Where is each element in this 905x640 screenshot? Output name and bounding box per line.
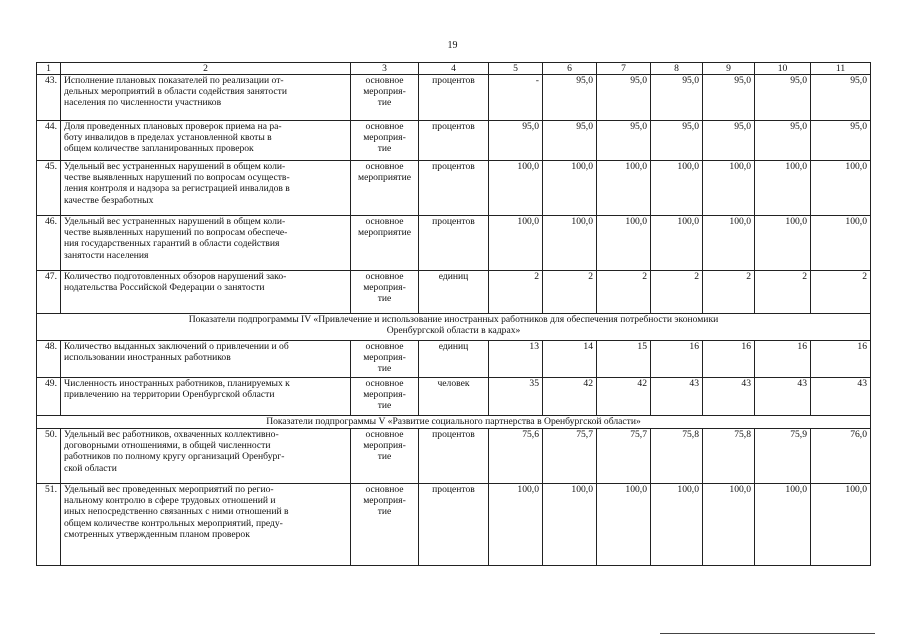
event-type: основное мероприя- тие	[351, 429, 419, 484]
column-number-cell: 8	[651, 63, 703, 75]
column-number-cell: 5	[489, 63, 543, 75]
value-cell: 95,0	[651, 121, 703, 161]
section-header-row	[37, 314, 871, 341]
table-row	[37, 341, 871, 378]
unit-of-measure: единиц	[419, 341, 489, 378]
table-row	[37, 429, 871, 484]
value-cell: 2	[651, 271, 703, 314]
row-number: 50.	[37, 429, 61, 484]
value-cell: 100,0	[703, 161, 755, 216]
row-number: 46.	[37, 216, 61, 271]
value-cell: 15	[597, 341, 651, 378]
value-cell: 75,7	[597, 429, 651, 484]
indicator-name: Доля проведенных плановых проверок приема на ра- боту инвалидов в пределах установленной квоты в общем количестве запланированных проверок	[61, 121, 351, 161]
section-header-cell	[37, 314, 871, 341]
unit-of-measure: процентов	[419, 75, 489, 121]
value-cell: 95,0	[543, 121, 597, 161]
value-cell: 95,0	[755, 121, 811, 161]
unit-of-measure: процентов	[419, 121, 489, 161]
table-row	[37, 271, 871, 314]
event-type: основное мероприятие	[351, 161, 419, 216]
value-cell: 100,0	[489, 216, 543, 271]
column-number-cell: 7	[597, 63, 651, 75]
value-cell: 100,0	[489, 161, 543, 216]
value-cell: 95,0	[651, 75, 703, 121]
value-cell: 100,0	[811, 216, 871, 271]
value-cell: 100,0	[543, 161, 597, 216]
row-number: 43.	[37, 75, 61, 121]
value-cell: 100,0	[597, 161, 651, 216]
value-cell: 100,0	[651, 216, 703, 271]
value-cell: 75,8	[651, 429, 703, 484]
value-cell: 2	[597, 271, 651, 314]
row-number: 48.	[37, 341, 61, 378]
column-number-cell: 2	[61, 63, 351, 75]
value-cell: 100,0	[703, 484, 755, 566]
indicator-name: Исполнение плановых показателей по реализации от- дельных мероприятий в области содействия занятости населения по численности участников	[61, 75, 351, 121]
column-number-cell: 11	[811, 63, 871, 75]
value-cell: 95,0	[489, 121, 543, 161]
indicator-name: Удельный вес работников, охваченных коллективно- договорными отношениями, в общей численности работников по полному кругу организаций Оренбург- ской области	[61, 429, 351, 484]
value-cell: 43	[651, 378, 703, 416]
unit-of-measure: процентов	[419, 161, 489, 216]
column-number-cell: 1	[37, 63, 61, 75]
section-header-row	[37, 416, 871, 429]
value-cell: 95,0	[543, 75, 597, 121]
value-cell: 100,0	[651, 484, 703, 566]
indicator-name: Количество подготовленных обзоров нарушений зако- нодательства Российской Федерации о занятости	[61, 271, 351, 314]
value-cell: 35	[489, 378, 543, 416]
value-cell: 100,0	[811, 161, 871, 216]
row-number: 44.	[37, 121, 61, 161]
column-number-cell: 10	[755, 63, 811, 75]
section-header-cell	[37, 416, 871, 429]
row-number: 47.	[37, 271, 61, 314]
value-cell: 16	[651, 341, 703, 378]
event-type: основное мероприя- тие	[351, 121, 419, 161]
value-cell: 2	[703, 271, 755, 314]
indicator-name: Численность иностранных работников, планируемых к привлечению на территории Оренбургской области	[61, 378, 351, 416]
value-cell: 95,0	[703, 121, 755, 161]
unit-of-measure: человек	[419, 378, 489, 416]
table-row	[37, 378, 871, 416]
value-cell: 43	[703, 378, 755, 416]
value-cell: 43	[755, 378, 811, 416]
event-type: основное мероприя- тие	[351, 271, 419, 314]
table-row	[37, 484, 871, 566]
value-cell: 2	[543, 271, 597, 314]
table-row	[37, 216, 871, 271]
event-type: основное мероприя- тие	[351, 378, 419, 416]
table-row	[37, 121, 871, 161]
unit-of-measure: процентов	[419, 216, 489, 271]
value-cell: 100,0	[597, 484, 651, 566]
column-number-cell: 3	[351, 63, 419, 75]
column-number-row	[37, 63, 871, 75]
indicator-name: Удельный вес проведенных мероприятий по регио- нальному контролю в сфере трудовых отношений и иных непосредственно связанных с ними отношений в общем количестве контрольных мероприятий, преду- смотренных утвержденным планом проверок	[61, 484, 351, 566]
section-title: Показатели подпрограммы IV «Привлечение и использование иностранных работников для обеспечения потребности экономики Оренбургской области в кадрах»	[188, 314, 719, 337]
indicator-name: Удельный вес устраненных нарушений в общем коли- честве выявленных нарушений по вопросам обеспече- ния государственных гарантий в области содействия занятости населения	[61, 216, 351, 271]
value-cell: 2	[755, 271, 811, 314]
table-row	[37, 75, 871, 121]
value-cell: 100,0	[811, 484, 871, 566]
value-cell: 100,0	[755, 216, 811, 271]
value-cell: 95,0	[755, 75, 811, 121]
unit-of-measure: единиц	[419, 271, 489, 314]
unit-of-measure: процентов	[419, 429, 489, 484]
value-cell: 75,7	[543, 429, 597, 484]
table-row	[37, 161, 871, 216]
value-cell: 42	[597, 378, 651, 416]
value-cell: 95,0	[811, 75, 871, 121]
value-cell: 100,0	[489, 484, 543, 566]
row-number: 45.	[37, 161, 61, 216]
value-cell: 2	[811, 271, 871, 314]
indicator-name: Количество выданных заключений о привлечении и об использовании иностранных работников	[61, 341, 351, 378]
unit-of-measure: процентов	[419, 484, 489, 566]
row-number: 49.	[37, 378, 61, 416]
value-cell: 100,0	[755, 484, 811, 566]
value-cell: 2	[489, 271, 543, 314]
value-cell: 100,0	[651, 161, 703, 216]
event-type: основное мероприятие	[351, 216, 419, 271]
value-cell: 100,0	[543, 484, 597, 566]
value-cell: -	[489, 75, 543, 121]
value-cell: 43	[811, 378, 871, 416]
value-cell: 75,9	[755, 429, 811, 484]
indicators-table	[36, 62, 871, 566]
value-cell: 13	[489, 341, 543, 378]
value-cell: 100,0	[543, 216, 597, 271]
value-cell: 76,0	[811, 429, 871, 484]
section-title: Показатели подпрограммы V «Развитие социального партнерства в Оренбургской области»	[266, 416, 641, 427]
value-cell: 100,0	[597, 216, 651, 271]
event-type: основное мероприя- тие	[351, 75, 419, 121]
column-number-cell: 9	[703, 63, 755, 75]
value-cell: 95,0	[703, 75, 755, 121]
event-type: основное мероприя- тие	[351, 341, 419, 378]
value-cell: 95,0	[811, 121, 871, 161]
row-number: 51.	[37, 484, 61, 566]
column-number-cell: 6	[543, 63, 597, 75]
value-cell: 75,8	[703, 429, 755, 484]
page-number: 19	[447, 40, 458, 51]
indicator-name: Удельный вес устраненных нарушений в общем коли- честве выявленных нарушений по вопросам осуществ- ления контроля и надзора за регистрацией инвалидов в качестве безработных	[61, 161, 351, 216]
value-cell: 16	[703, 341, 755, 378]
column-number-cell: 4	[419, 63, 489, 75]
event-type: основное мероприя- тие	[351, 484, 419, 566]
bottom-rule	[660, 633, 875, 634]
value-cell: 75,6	[489, 429, 543, 484]
value-cell: 95,0	[597, 121, 651, 161]
value-cell: 95,0	[597, 75, 651, 121]
value-cell: 16	[811, 341, 871, 378]
value-cell: 14	[543, 341, 597, 378]
value-cell: 42	[543, 378, 597, 416]
value-cell: 100,0	[755, 161, 811, 216]
value-cell: 16	[755, 341, 811, 378]
value-cell: 100,0	[703, 216, 755, 271]
